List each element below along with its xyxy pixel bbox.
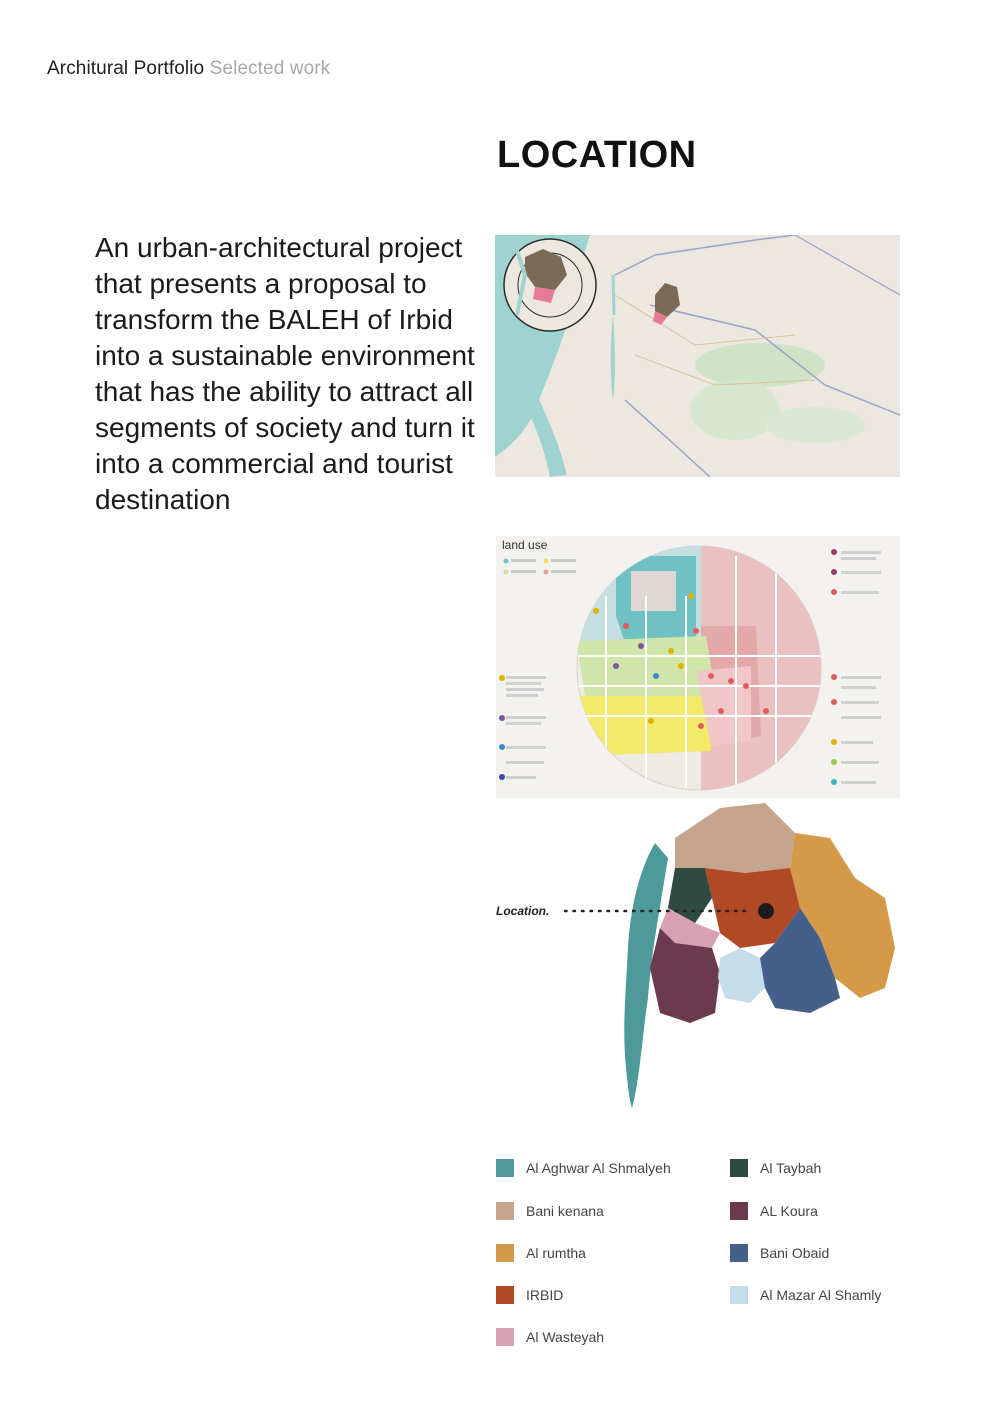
portfolio-subtitle: Selected work — [209, 58, 331, 79]
location-label: Location. — [496, 904, 550, 918]
legend-label: Bani kenana — [526, 1203, 604, 1219]
legend-label: IRBID — [526, 1287, 564, 1303]
legend-swatch — [730, 1286, 748, 1304]
legend-swatch — [496, 1202, 514, 1220]
regional-location-map — [495, 235, 900, 477]
portfolio-title: Architural Portfolio — [47, 58, 205, 79]
legend-label: Al Taybah — [760, 1160, 822, 1176]
legend-item — [730, 1244, 829, 1262]
legend-label: Al rumtha — [526, 1245, 586, 1261]
page-header — [47, 58, 330, 80]
legend-swatch — [496, 1328, 514, 1346]
land-use-title: land use — [502, 538, 548, 552]
legend-label: Al Mazar Al Shamly — [760, 1287, 882, 1303]
legend-item — [496, 1286, 563, 1304]
section-title: LOCATION — [497, 134, 697, 176]
legend-swatch — [730, 1202, 748, 1220]
legend-item — [730, 1159, 821, 1177]
legend-item — [496, 1244, 586, 1262]
legend-label: Al Aghwar Al Shmalyeh — [526, 1160, 671, 1176]
regions-legend — [496, 1156, 916, 1366]
land-use-map — [496, 536, 900, 798]
legend-swatch — [730, 1244, 748, 1262]
legend-item — [496, 1202, 604, 1220]
legend-item — [496, 1159, 671, 1177]
legend-label: Bani Obaid — [760, 1245, 830, 1261]
legend-item — [730, 1286, 881, 1304]
legend-swatch — [496, 1244, 514, 1262]
legend-label: AL Koura — [760, 1203, 818, 1219]
legend-swatch — [496, 1286, 514, 1304]
project-description: An urban-architectural project that presents a proposal to transform the BALEH of Irbid into a sustainable environment that has the ability to attract all segments of society and turn it into a commercial and tourist destination — [95, 232, 475, 515]
governorate-regions-map — [490, 798, 910, 1110]
legend-label: Al Wasteyah — [526, 1329, 605, 1345]
legend-swatch — [496, 1159, 514, 1177]
legend-item — [730, 1202, 818, 1220]
legend-swatch — [730, 1159, 748, 1177]
project-location-marker — [758, 903, 774, 919]
legend-item — [496, 1328, 604, 1346]
